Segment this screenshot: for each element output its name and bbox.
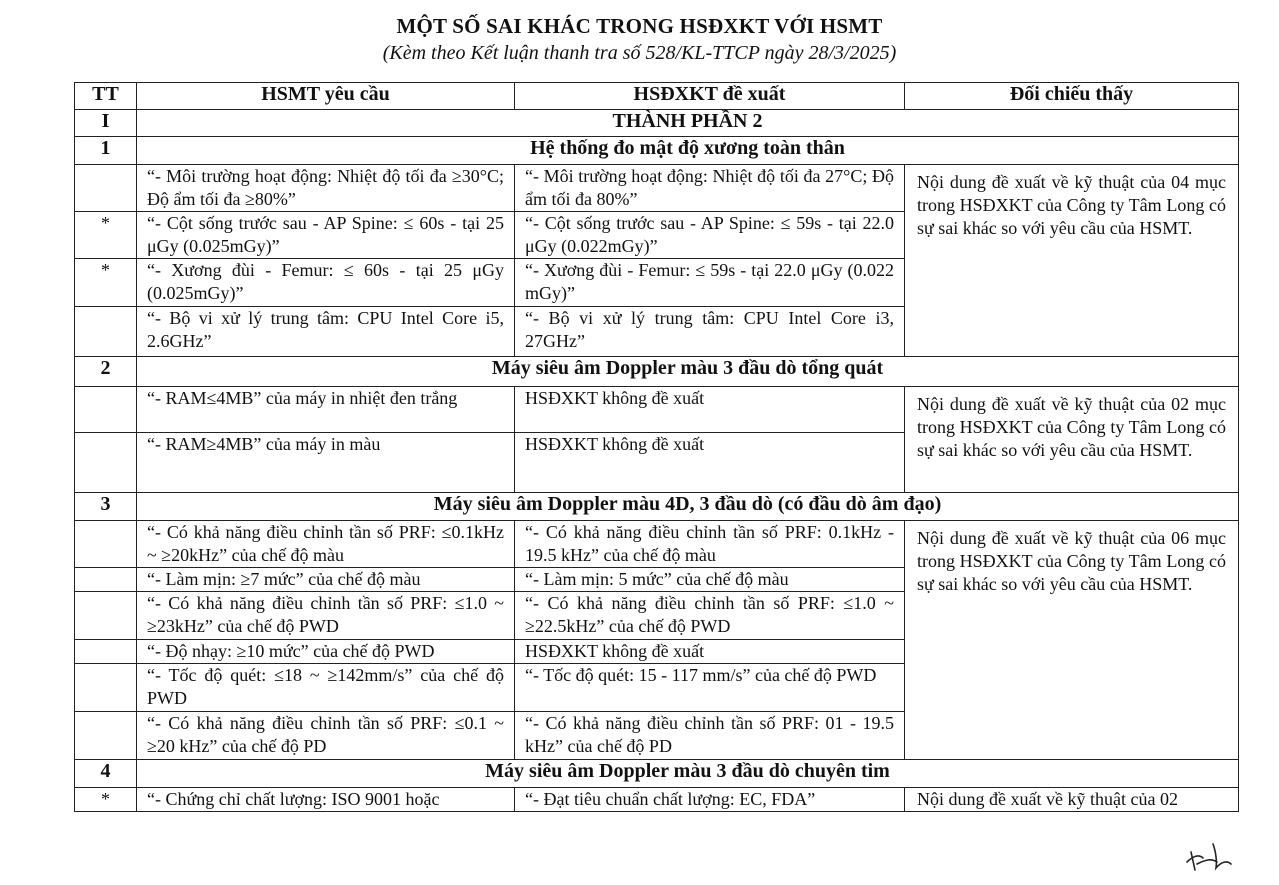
hsdxkt-proposal: HSĐXKT không đề xuất (515, 433, 905, 493)
hsdxkt-proposal: “- Tốc độ quét: 15 - 117 mm/s” của chế độ PWD (515, 664, 905, 712)
hsmt-requirement: “- Cột sống trước sau - AP Spine: ≤ 60s - tại 25 μGy (0.025mGy)” (137, 212, 515, 259)
header-hsmt: HSMT yêu cầu (137, 83, 515, 110)
part-row (75, 110, 1239, 137)
hsmt-requirement: “- RAM≤4MB” của máy in nhiệt đen trắng (137, 387, 515, 433)
hsmt-requirement: “- RAM≥4MB” của máy in màu (137, 433, 515, 493)
section-row (75, 760, 1239, 788)
row-marker (75, 433, 137, 493)
row-marker: * (75, 788, 137, 812)
row-marker (75, 640, 137, 664)
table-row (75, 788, 1239, 812)
part-number: I (75, 110, 137, 137)
comparison-summary: Nội dung đề xuất về kỹ thuật của 06 mục trong HSĐXKT của Công ty Tâm Long có sự sai khác so với yêu cầu của HSMT. (905, 521, 1239, 760)
row-marker (75, 307, 137, 357)
row-marker: * (75, 212, 137, 259)
section-row (75, 137, 1239, 165)
header-doi-chieu: Đối chiếu thấy (905, 83, 1239, 110)
header-hsdxkt: HSĐXKT đề xuất (515, 83, 905, 110)
comparison-summary: Nội dung đề xuất về kỹ thuật của 02 mục trong HSĐXKT của Công ty Tâm Long có sự sai khác so với yêu cầu của HSMT. (905, 387, 1239, 493)
hsdxkt-proposal: “- Đạt tiêu chuẩn chất lượng: EC, FDA” (515, 788, 905, 812)
hsdxkt-proposal: “- Làm mịn: 5 mức” của chế độ màu (515, 568, 905, 592)
section-title: Máy siêu âm Doppler màu 3 đầu dò chuyên tim (137, 760, 1239, 788)
hsdxkt-proposal: “- Có khả năng điều chỉnh tần số PRF: 01 - 19.5 kHz” của chế độ PD (515, 712, 905, 760)
hsdxkt-proposal: HSĐXKT không đề xuất (515, 640, 905, 664)
hsdxkt-proposal: HSĐXKT không đề xuất (515, 387, 905, 433)
hsmt-requirement: “- Độ nhạy: ≥10 mức” của chế độ PWD (137, 640, 515, 664)
row-marker (75, 712, 137, 760)
row-marker: * (75, 259, 137, 307)
section-number: 1 (75, 137, 137, 165)
document-subtitle: (Kèm theo Kết luận thanh tra số 528/KL-TTCP ngày 28/3/2025) (382, 42, 897, 64)
section-number: 3 (75, 493, 137, 521)
section-title: Máy siêu âm Doppler màu 4D, 3 đầu dò (có đầu dò âm đạo) (137, 493, 1239, 521)
hsmt-requirement: “- Tốc độ quét: ≤18 ~ ≥142mm/s” của chế độ PWD (137, 664, 515, 712)
hsmt-requirement: “- Có khả năng điều chỉnh tần số PRF: ≤1.0 ~ ≥23kHz” của chế độ PWD (137, 592, 515, 640)
hsdxkt-proposal: “- Cột sống trước sau - AP Spine: ≤ 59s - tại 22.0 μGy (0.022mGy)” (515, 212, 905, 259)
row-marker (75, 521, 137, 568)
hsdxkt-proposal: “- Môi trường hoạt động: Nhiệt độ tối đa 27°C; Độ ẩm tối đa 80%” (515, 165, 905, 212)
section-number: 2 (75, 357, 137, 387)
table-row (75, 521, 1239, 568)
hsmt-requirement: “- Có khả năng điều chỉnh tần số PRF: ≤0.1kHz ~ ≥20kHz” của chế độ màu (137, 521, 515, 568)
document-title: MỘT SỐ SAI KHÁC TRONG HSĐXKT VỚI HSMT (396, 14, 883, 38)
table-header-row (75, 83, 1239, 110)
table-row (75, 165, 1239, 212)
hsmt-requirement: “- Bộ vi xử lý trung tâm: CPU Intel Core i5, 2.6GHz” (137, 307, 515, 357)
section-row (75, 493, 1239, 521)
comparison-table (74, 82, 1239, 812)
part-title: THÀNH PHẦN 2 (137, 110, 1239, 137)
section-title: Máy siêu âm Doppler màu 3 đầu dò tổng quát (137, 357, 1239, 387)
row-marker (75, 165, 137, 212)
section-title: Hệ thống đo mật độ xương toàn thân (137, 137, 1239, 165)
row-marker (75, 568, 137, 592)
header-tt: TT (75, 83, 137, 110)
row-marker (75, 592, 137, 640)
hsmt-requirement: “- Có khả năng điều chỉnh tần số PRF: ≤0.1 ~ ≥20 kHz” của chế độ PD (137, 712, 515, 760)
hsmt-requirement: “- Làm mịn: ≥7 mức” của chế độ màu (137, 568, 515, 592)
hsmt-requirement: “- Xương đùi - Femur: ≤ 60s - tại 25 μGy (0.025mGy)” (137, 259, 515, 307)
row-marker (75, 664, 137, 712)
hsmt-requirement: “- Môi trường hoạt động: Nhiệt độ tối đa ≥30°C; Độ ẩm tối đa ≥80%” (137, 165, 515, 212)
signature-mark (1183, 836, 1235, 876)
section-number: 4 (75, 760, 137, 788)
comparison-summary: Nội dung đề xuất về kỹ thuật của 02 (905, 788, 1239, 812)
hsdxkt-proposal: “- Xương đùi - Femur: ≤ 59s - tại 22.0 μGy (0.022 mGy)” (515, 259, 905, 307)
hsdxkt-proposal: “- Bộ vi xử lý trung tâm: CPU Intel Core i3, 27GHz” (515, 307, 905, 357)
hsmt-requirement: “- Chứng chỉ chất lượng: ISO 9001 hoặc (137, 788, 515, 812)
row-marker (75, 387, 137, 433)
hsdxkt-proposal: “- Có khả năng điều chỉnh tần số PRF: ≤1.0 ~ ≥22.5kHz” của chế độ PWD (515, 592, 905, 640)
table-row (75, 387, 1239, 433)
comparison-summary: Nội dung đề xuất về kỹ thuật của 04 mục trong HSĐXKT của Công ty Tâm Long có sự sai khác so với yêu cầu của HSMT. (905, 165, 1239, 357)
hsdxkt-proposal: “- Có khả năng điều chỉnh tần số PRF: 0.1kHz - 19.5 kHz” của chế độ màu (515, 521, 905, 568)
section-row (75, 357, 1239, 387)
